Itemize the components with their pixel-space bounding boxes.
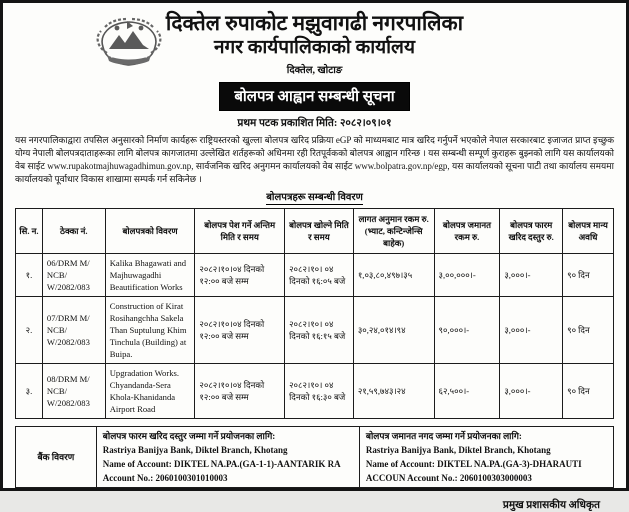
cell-opening-datetime: २०८२।१०। ०४ दिनको १६:०५ बजे [285, 254, 354, 297]
cell-validity-period: ९० दिन [563, 297, 614, 364]
cell-bid-security: ९०,०००।- [434, 297, 500, 364]
tender-table-row [16, 364, 614, 419]
cell-serial-number: १. [16, 254, 43, 297]
tender-details-table [15, 208, 614, 419]
cell-validity-period: ९० दिन [563, 254, 614, 297]
tender-table-header-cell: ठेक्का नं. [42, 209, 105, 254]
cell-cost-estimate: १,०३,८०,४९७।३५ [353, 254, 434, 297]
tender-table-title: बोलपत्रहरू सम्बन्धी विवरण [266, 189, 363, 205]
tender-table-header-cell: बोलपत्रको विवरण [105, 209, 195, 254]
cell-bid-security: ३,००,०००।- [434, 254, 500, 297]
cell-cost-estimate: २१,५९,७४३।२४ [353, 364, 434, 419]
tender-table-header-cell: बोलपत्र मान्य अवधि [563, 209, 614, 254]
cell-contract-number: 07/DRM M/ NCB/ W/2082/083 [42, 297, 105, 364]
cell-tender-description: Kalika Bhagawati and Majhuwagadhi Beautification Works [105, 254, 195, 297]
form-fee-account-number: Account No.: 2060100301010003 [102, 473, 228, 483]
bank-details-table [15, 426, 614, 488]
cell-tender-description: Upgradation Works. Chyandanda-Sera Khola-Khanidanda Airport Road [105, 364, 195, 419]
cell-bid-security: ६२,५००।- [434, 364, 500, 419]
deposit-account-cell [359, 427, 613, 488]
deposit-account-name: Name of Account: DIKTEL NA.PA.(GA-3)-DHARAUTI [365, 459, 582, 469]
tender-table-header-cell: बोलपत्र जमानत रकम रु. [434, 209, 500, 254]
form-fee-account-name: Name of Account: DIKTEL NA.PA.(GA-1-1)-AANTARIK RA [102, 459, 341, 469]
cell-cost-estimate: ३०,२४,०१४।९४ [353, 297, 434, 364]
publication-date: प्रथम पटक प्रकाशित मिति: २०८२।०९।०१ [237, 118, 392, 129]
notice-title-banner: बोलपत्र आह्वान सम्बन्धी सूचना [219, 82, 409, 111]
deposit-account-title: बोलपत्र जमानत नगद जम्मा गर्ने प्रयोजनका लागि: [365, 431, 522, 441]
cell-submission-deadline: २०८२।१०।०४ दिनको १२:०० बजे सम्म [195, 297, 285, 364]
cell-tender-description: Construction of Kirat Rosihangchha Sakela Than Suptulung Khim Tinchula (Building) at Buipa. [105, 297, 195, 364]
tender-table-header-cell: बोलपत्र फारम खरिद दस्तुर रु. [500, 209, 563, 254]
tender-table-header-cell: सि. न. [16, 209, 43, 254]
cell-serial-number: ३. [16, 364, 43, 419]
municipality-name: दिक्तेल रुपाकोट मझुवागढी नगरपालिका [165, 11, 464, 35]
tender-table-header-cell: बोलपत्र खोल्ने मिति र समय [285, 209, 354, 254]
office-address: दिक्तेल, खोटाङ [286, 65, 343, 76]
cell-form-fee: ३,०००।- [500, 254, 563, 297]
deposit-bank-name: Rastriya Banijya Bank, Diktel Branch, Khotang [365, 445, 551, 455]
signatory-title: प्रमुख प्रशासकीय अधिकृत [502, 500, 600, 511]
bank-details-label: बैंक विवरण [16, 427, 97, 488]
cell-serial-number: २. [16, 297, 43, 364]
deposit-account-number: ACCOUN Account No.: 2060100303000003 [365, 473, 532, 483]
cell-contract-number: 08/DRM M/ NCB/ W/2082/083 [42, 364, 105, 419]
tender-table-header-cell: लागत अनुमान रकम रु. (भ्याट, कन्टिन्जेन्सि बाहेक) [353, 209, 434, 254]
tender-table-row [16, 254, 614, 297]
form-fee-account-title: बोलपत्र फारम खरिद दस्तुर जम्मा गर्ने प्रयोजनका लागि: [102, 431, 276, 441]
office-name: नगर कार्यपालिकाको कार्यालय [214, 37, 415, 58]
tender-table-header-row [16, 209, 614, 254]
cell-opening-datetime: २०८२।१०। ०४ दिनको १६:१५ बजे [285, 297, 354, 364]
form-fee-account-cell [96, 427, 359, 488]
cell-opening-datetime: २०८२।१०। ०४ दिनको १६:३० बजे [285, 364, 354, 419]
document-header [15, 11, 614, 76]
form-fee-bank-name: Rastriya Banijya Bank, Diktel Branch, Khotang [102, 445, 288, 455]
cell-contract-number: 06/DRM M/ NCB/ W/2082/083 [42, 254, 105, 297]
cell-validity-period: ९० दिन [563, 364, 614, 419]
notice-body-paragraph: यस नगरपालिकाद्वारा तपसिल अनुसारको निर्माण कार्यहरू राष्ट्रियस्तरको खुल्ला बोलपत्र खरिद प्रक्रिया eGP को माध्यमबाट मात्र खरिद गर्नुपर्ने भएकोले नेपाल सरकारबाट इजाजत प्राप्त इच्छुक योग्य नेपाली बोलपत्रदाताहरूका लागि बोलपत्र कागजातमा उल्लेखित शर्तहरूको अधिनमा रही रितपूर्वकको बोलपत्र आह्वान गरिन्छ । यस सम्बन्धी सम्पूर्ण कुराहरू बुझ्नको लागि यस कार्यालयको वेब साईट www.rupakotmajhuwagadhimun.gov.np, सार्वजनिक खरिद अनुगमन कार्यालयको वेब साईट www.bolpatra.gov.np/egp, यस कार्यालयको सूचना पाटी तथा कार्यालय समयमा कार्यालयको पूर्वाधार विकास शाखामा सम्पर्क गर्न सकिनेछ । [15, 135, 614, 184]
cell-submission-deadline: २०८२।१०।०४ दिनको १२:०० बजे सम्म [195, 364, 285, 419]
cell-form-fee: ३,०००।- [500, 364, 563, 419]
tender-table-header-cell: बोलपत्र पेश गर्ने अन्तिम मिति र समय [195, 209, 285, 254]
cell-submission-deadline: २०८२।१०।०४ दिनको १२:०० बजे सम्म [195, 254, 285, 297]
municipality-emblem-icon [87, 13, 171, 75]
cell-form-fee: ३,०००।- [500, 297, 563, 364]
tender-table-row [16, 297, 614, 364]
